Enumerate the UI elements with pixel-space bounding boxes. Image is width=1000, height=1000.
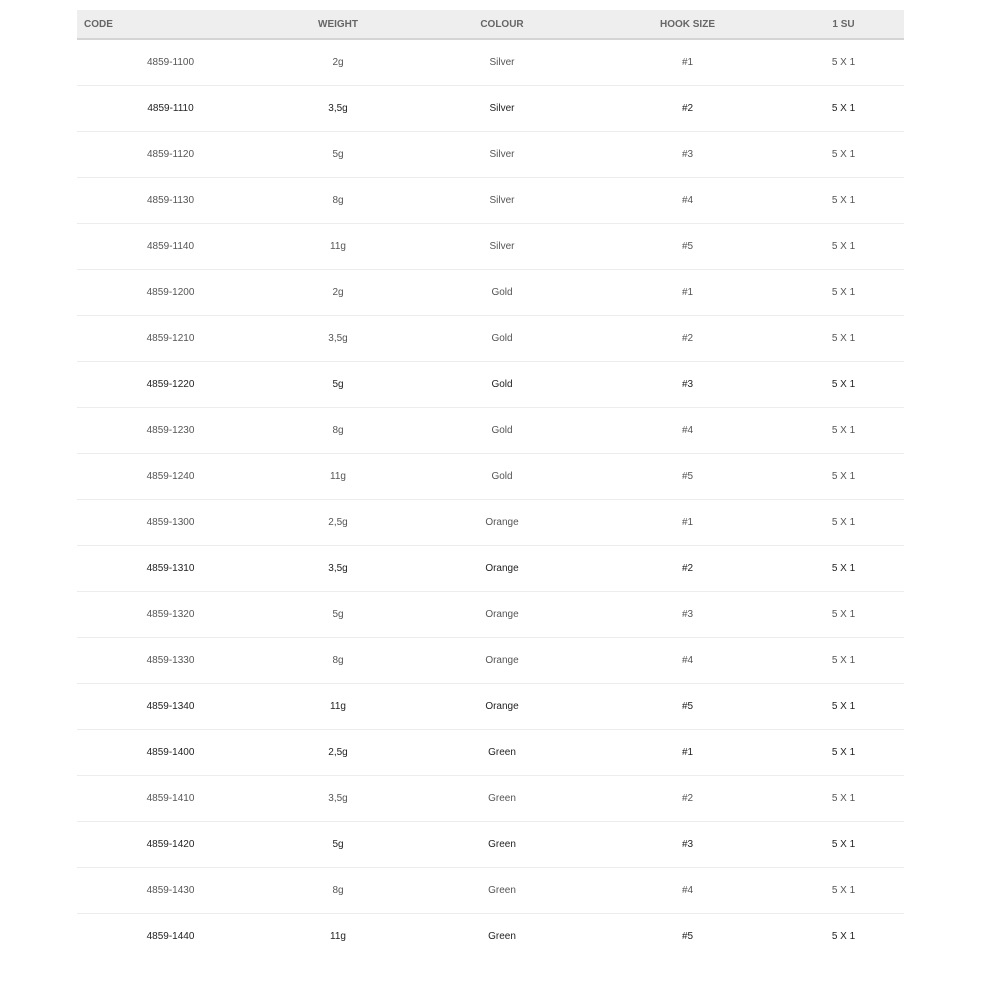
cell-colour: Green bbox=[488, 930, 516, 942]
product-table-container bbox=[77, 10, 904, 959]
cell-weight: 3,5g bbox=[328, 792, 348, 804]
cell-code: 4859-1420 bbox=[146, 838, 195, 850]
table-header bbox=[77, 10, 904, 39]
cell-hook-size: #4 bbox=[681, 654, 694, 666]
table-body bbox=[77, 39, 904, 959]
cell-hook-size: #3 bbox=[681, 378, 694, 390]
header-su: 1 SU bbox=[783, 10, 904, 39]
cell-colour: Silver bbox=[489, 56, 515, 68]
cell-hook-size: #1 bbox=[681, 746, 694, 758]
cell-hook-size: #5 bbox=[681, 240, 694, 252]
cell-weight: 11g bbox=[330, 700, 346, 712]
cell-su: 5 X 1 bbox=[831, 608, 856, 620]
cell-code: 4859-1330 bbox=[146, 654, 195, 666]
cell-su: 5 X 1 bbox=[831, 700, 856, 712]
cell-hook-size: #5 bbox=[681, 700, 694, 712]
cell-su: 5 X 1 bbox=[831, 516, 856, 528]
cell-weight: 3,5g bbox=[328, 562, 348, 574]
cell-code: 4859-1140 bbox=[146, 240, 195, 252]
cell-su: 5 X 1 bbox=[831, 148, 856, 160]
cell-su: 5 X 1 bbox=[831, 838, 856, 850]
cell-colour: Gold bbox=[491, 470, 513, 482]
header-colour: COLOUR bbox=[412, 10, 592, 39]
cell-weight: 2g bbox=[332, 286, 344, 298]
cell-colour: Green bbox=[488, 746, 516, 758]
cell-hook-size: #3 bbox=[681, 608, 694, 620]
cell-weight: 2,5g bbox=[328, 746, 348, 758]
cell-su: 5 X 1 bbox=[831, 332, 856, 344]
cell-su: 5 X 1 bbox=[831, 746, 856, 758]
cell-weight: 5g bbox=[332, 378, 344, 390]
cell-su: 5 X 1 bbox=[831, 286, 856, 298]
cell-code: 4859-1320 bbox=[146, 608, 195, 620]
cell-code: 4859-1120 bbox=[146, 148, 195, 160]
cell-hook-size: #2 bbox=[681, 562, 694, 574]
cell-colour: Silver bbox=[489, 194, 515, 206]
cell-code: 4859-1340 bbox=[146, 700, 195, 712]
cell-weight: 8g bbox=[332, 194, 344, 206]
table-row bbox=[77, 637, 904, 683]
cell-code: 4859-1400 bbox=[146, 746, 195, 758]
cell-code: 4859-1110 bbox=[147, 102, 194, 114]
table-row bbox=[77, 683, 904, 729]
cell-colour: Orange bbox=[485, 608, 519, 620]
cell-su: 5 X 1 bbox=[831, 102, 856, 114]
cell-hook-size: #4 bbox=[681, 884, 694, 896]
cell-hook-size: #2 bbox=[681, 792, 694, 804]
table-row bbox=[77, 453, 904, 499]
cell-weight: 11g bbox=[330, 470, 346, 482]
product-spec-table bbox=[77, 10, 904, 959]
cell-hook-size: #1 bbox=[681, 56, 694, 68]
cell-su: 5 X 1 bbox=[831, 562, 856, 574]
cell-su: 5 X 1 bbox=[831, 424, 856, 436]
cell-colour: Gold bbox=[491, 424, 513, 436]
cell-hook-size: #2 bbox=[681, 332, 694, 344]
cell-su: 5 X 1 bbox=[831, 470, 856, 482]
cell-code: 4859-1210 bbox=[146, 332, 195, 344]
cell-weight: 8g bbox=[332, 424, 344, 436]
cell-code: 4859-1240 bbox=[146, 470, 195, 482]
cell-su: 5 X 1 bbox=[831, 930, 856, 942]
table-row bbox=[77, 39, 904, 85]
cell-colour: Gold bbox=[491, 332, 513, 344]
table-row bbox=[77, 591, 904, 637]
cell-weight: 2g bbox=[332, 56, 344, 68]
header-weight: WEIGHT bbox=[264, 10, 412, 39]
cell-code: 4859-1430 bbox=[146, 884, 195, 896]
cell-code: 4859-1230 bbox=[146, 424, 195, 436]
cell-su: 5 X 1 bbox=[831, 792, 856, 804]
cell-weight: 3,5g bbox=[328, 102, 348, 114]
cell-code: 4859-1200 bbox=[146, 286, 195, 298]
cell-hook-size: #3 bbox=[681, 148, 694, 160]
cell-colour: Orange bbox=[485, 700, 519, 712]
table-row bbox=[77, 315, 904, 361]
cell-weight: 8g bbox=[332, 654, 344, 666]
table-row bbox=[77, 867, 904, 913]
cell-colour: Green bbox=[488, 884, 516, 896]
table-row bbox=[77, 131, 904, 177]
cell-colour: Orange bbox=[485, 516, 519, 528]
cell-colour: Orange bbox=[485, 562, 519, 574]
cell-code: 4859-1310 bbox=[146, 562, 195, 574]
table-row bbox=[77, 85, 904, 131]
cell-colour: Gold bbox=[491, 286, 513, 298]
cell-colour: Silver bbox=[489, 148, 515, 160]
cell-colour: Orange bbox=[485, 654, 519, 666]
header-code: CODE bbox=[77, 10, 264, 39]
table-row bbox=[77, 499, 904, 545]
cell-su: 5 X 1 bbox=[831, 378, 856, 390]
cell-hook-size: #5 bbox=[681, 930, 694, 942]
cell-weight: 5g bbox=[332, 148, 344, 160]
table-row bbox=[77, 545, 904, 591]
cell-hook-size: #1 bbox=[681, 516, 694, 528]
cell-code: 4859-1130 bbox=[146, 194, 195, 206]
cell-code: 4859-1410 bbox=[146, 792, 195, 804]
cell-su: 5 X 1 bbox=[831, 194, 856, 206]
cell-code: 4859-1220 bbox=[146, 378, 195, 390]
cell-colour: Green bbox=[488, 838, 516, 850]
cell-su: 5 X 1 bbox=[831, 56, 856, 68]
table-row bbox=[77, 269, 904, 315]
cell-colour: Gold bbox=[491, 378, 513, 390]
cell-weight: 8g bbox=[332, 884, 344, 896]
table-row bbox=[77, 407, 904, 453]
cell-colour: Silver bbox=[489, 102, 515, 114]
table-row bbox=[77, 913, 904, 959]
cell-hook-size: #2 bbox=[681, 102, 694, 114]
table-row bbox=[77, 177, 904, 223]
cell-weight: 3,5g bbox=[328, 332, 348, 344]
table-row bbox=[77, 729, 904, 775]
table-row bbox=[77, 821, 904, 867]
cell-weight: 11g bbox=[330, 930, 346, 942]
cell-hook-size: #5 bbox=[681, 470, 694, 482]
cell-hook-size: #3 bbox=[681, 838, 694, 850]
cell-code: 4859-1300 bbox=[146, 516, 195, 528]
cell-weight: 11g bbox=[330, 240, 346, 252]
cell-code: 4859-1100 bbox=[146, 56, 195, 68]
cell-su: 5 X 1 bbox=[831, 240, 856, 252]
cell-su: 5 X 1 bbox=[831, 884, 856, 896]
cell-hook-size: #4 bbox=[681, 194, 694, 206]
cell-weight: 5g bbox=[332, 608, 344, 620]
header-hook-size: HOOK SIZE bbox=[592, 10, 783, 39]
cell-weight: 2,5g bbox=[328, 516, 348, 528]
cell-colour: Green bbox=[488, 792, 516, 804]
header-row bbox=[77, 10, 904, 39]
table-row bbox=[77, 361, 904, 407]
cell-code: 4859-1440 bbox=[146, 930, 195, 942]
table-row bbox=[77, 775, 904, 821]
cell-weight: 5g bbox=[332, 838, 344, 850]
cell-su: 5 X 1 bbox=[831, 654, 856, 666]
cell-hook-size: #1 bbox=[681, 286, 694, 298]
cell-colour: Silver bbox=[489, 240, 515, 252]
cell-hook-size: #4 bbox=[681, 424, 694, 436]
table-row bbox=[77, 223, 904, 269]
